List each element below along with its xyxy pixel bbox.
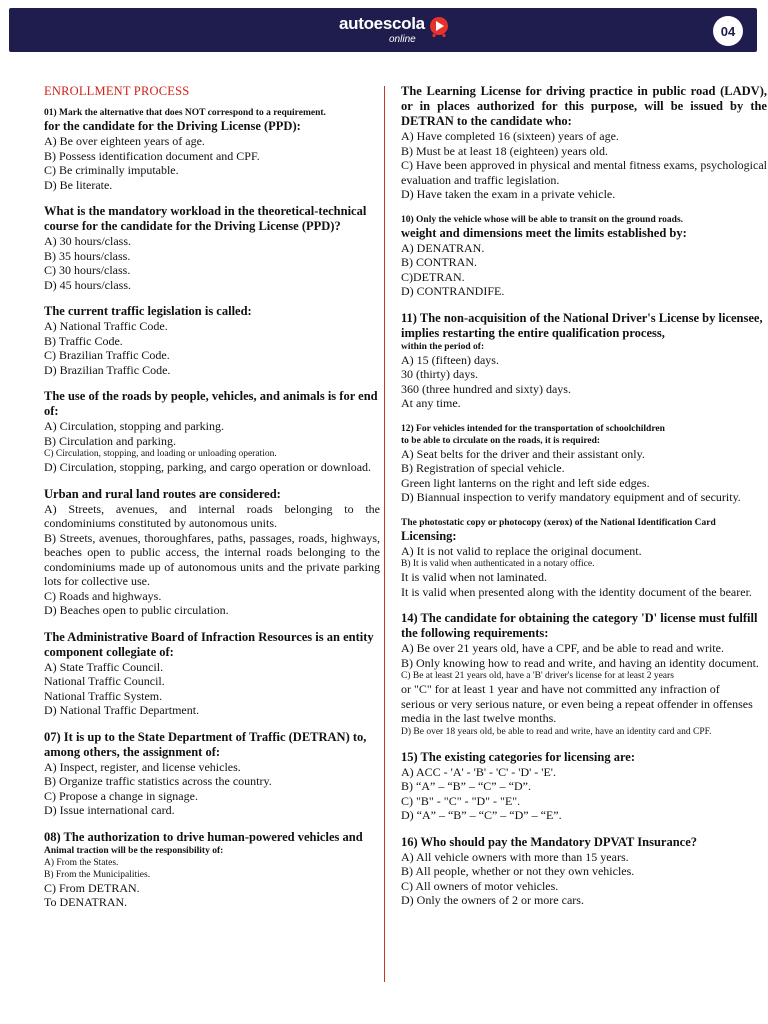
left-column — [44, 84, 380, 922]
question-2 — [44, 204, 380, 292]
option-d: D) Be literate. — [44, 177, 113, 192]
option-a: A) Circulation, stopping and parking. — [44, 419, 224, 433]
option-a: A) Inspect, register, and license vehicles. — [44, 759, 241, 774]
page-number-badge: 04 — [713, 16, 743, 46]
option-b: B) “A” – “B” – “C” – “D”. — [401, 779, 531, 793]
question-13 — [401, 517, 767, 600]
option-a: A) 30 hours/class. — [44, 234, 131, 248]
question-title: Urban and rural land routes are considered: — [44, 486, 281, 501]
question-title: 16) Who should pay the Mandatory DPVAT Insurance? — [401, 834, 698, 849]
option-d: D) Only the owners of 2 or more cars. — [401, 893, 584, 907]
question-title: for the candidate for the Driving License (PPD): — [44, 119, 301, 133]
question-subtitle: to be able to circulate on the roads, it is required: — [401, 435, 601, 446]
option-c: C) Circulation, stopping, and loading or unloading operation. — [44, 449, 277, 459]
option-d: D) Have taken the exam in a private vehicle. — [401, 187, 616, 201]
option-c: C) Propose a change in signage. — [44, 788, 198, 803]
option-c: C) Brazilian Traffic Code. — [44, 348, 170, 362]
question-5 — [44, 487, 380, 618]
question-title: 07) It is up to the State Department of Traffic (DETRAN) to, among others, the assignment of: — [44, 729, 367, 759]
option-c: C) "B" - "C" - "D" - "E". — [401, 793, 521, 808]
option-b: 30 (thirty) days. — [401, 367, 478, 381]
option-d: To DENATRAN. — [44, 895, 128, 909]
option-d: D) Be over 18 years old, be able to read and write, have an identity card and CPF. — [401, 726, 712, 737]
question-title: The use of the roads by people, vehicles, and animals is for end of: — [44, 389, 378, 418]
option-a: A) All vehicle owners with more than 15 years. — [401, 849, 629, 864]
question-9 — [401, 84, 767, 202]
question-title: 11) The non-acquisition of the National Driver's License by licensee, implies restarting the entire qualification process, — [401, 310, 763, 340]
option-b: B) Streets, avenues, thoroughfares, paths, passages, roads, highways, beaches open to public access, the internal roads belonging to the condominiums made up of autonomous units and the private parking lots for collective use. — [44, 530, 380, 588]
option-c: C)DETRAN. — [401, 269, 465, 284]
play-icon — [428, 16, 450, 38]
option-a: A) ACC - 'A' - 'B' - 'C' - 'D' - 'E'. — [401, 764, 556, 779]
question-title: 08) The authorization to drive human-powered vehicles and — [44, 829, 363, 844]
question-15 — [401, 750, 767, 823]
brand-logo — [339, 14, 449, 50]
question-7 — [44, 730, 380, 818]
option-a: A) Seat belts for the driver and their assistant only. — [401, 446, 645, 461]
question-title: weight and dimensions meet the limits established by: — [401, 225, 687, 240]
option-d: D) Brazilian Traffic Code. — [44, 362, 171, 377]
option-b: B) Must be at least 18 (eighteen) years old. — [401, 143, 608, 158]
question-4 — [44, 389, 380, 475]
question-10 — [401, 214, 767, 299]
option-b: B) Traffic Code. — [44, 333, 123, 348]
option-c: Green light lanterns on the right and left side edges. — [401, 475, 650, 490]
section-title: ENROLLMENT PROCESS — [44, 84, 190, 98]
logo-wordmark: autoescola — [339, 14, 425, 33]
option-d: D) Beaches open to public circulation. — [44, 603, 229, 617]
right-column — [401, 84, 767, 920]
option-c: C) Have been approved in physical and mental fitness exams, psychological evaluation and traffic legislation. — [401, 158, 767, 187]
option-c-line-1: C) Be at least 21 years old, have a 'B' driver's license for at least 2 years — [401, 671, 674, 681]
option-a: A) DENATRAN. — [401, 240, 485, 255]
question-title: What is the mandatory workload in the theoretical-technical course for the candidate for the Driving License (PPD)? — [44, 204, 367, 233]
option-c: C) 30 hours/class. — [44, 263, 131, 277]
option-b: B) 35 hours/class. — [44, 248, 131, 263]
option-a: A) Have completed 16 (sixteen) years of age. — [401, 129, 619, 143]
question-subtitle: within the period of: — [401, 341, 485, 352]
question-title: The Administrative Board of Infraction Resources is an entity component collegiate of: — [44, 629, 374, 659]
option-c-line-3: serious or very serious nature, or even being a repeat offender in offenses — [401, 696, 753, 711]
question-title: 14) The candidate for obtaining the category 'D' license must fulfill the following requirements: — [401, 611, 758, 640]
option-d: D) National Traffic Department. — [44, 703, 200, 717]
column-divider — [384, 86, 385, 982]
option-b: National Traffic Council. — [44, 674, 165, 688]
option-b: B) Circulation and parking. — [44, 433, 176, 448]
option-d: D) Circulation, stopping, parking, and cargo operation or download. — [44, 460, 372, 474]
option-a: A) State Traffic Council. — [44, 659, 164, 674]
option-c: C) From DETRAN. — [44, 880, 140, 895]
logo-subtitle: online — [389, 34, 416, 45]
option-d: D) “A” – “B” – “C” – “D” – “E”. — [401, 808, 562, 822]
question-title: The Learning License for driving practice in public road (LADV), or in places authorized for this purpose, will be issued by the DETRAN to the candidate who: — [401, 84, 767, 128]
question-lead: 12) For vehicles intended for the transportation of schoolchildren — [401, 423, 665, 434]
option-d: D) Issue international card. — [44, 803, 175, 817]
question-3 — [44, 304, 380, 377]
question-14 — [401, 611, 767, 738]
option-c: C) Be criminally imputable. — [44, 163, 179, 177]
option-c: 360 (three hundred and sixty) days. — [401, 381, 571, 396]
option-a: A) From the States. — [44, 857, 119, 868]
question-1 — [44, 107, 380, 192]
option-a: A) 15 (fifteen) days. — [401, 352, 499, 367]
option-c: National Traffic System. — [44, 688, 163, 703]
question-title: 15) The existing categories for licensing are: — [401, 749, 635, 764]
option-b: B) It is valid when authenticated in a notary office. — [401, 559, 595, 569]
option-a: A) Be over 21 years old, have a CPF, and be able to read and write. — [401, 641, 724, 655]
option-c-line-2: or "C" for at least 1 year and have not committed any infraction of — [401, 682, 720, 696]
option-c: C) All owners of motor vehicles. — [401, 878, 559, 893]
option-b: B) Organize traffic statistics across the country. — [44, 774, 272, 788]
option-b: B) Registration of special vehicle. — [401, 461, 565, 475]
question-8 — [44, 830, 380, 910]
option-a: A) Streets, avenues, and internal roads belonging to the condominiums constituted by autonomous units. — [44, 501, 380, 530]
question-16 — [401, 835, 767, 908]
question-11 — [401, 311, 767, 411]
option-a: A) National Traffic Code. — [44, 319, 168, 333]
option-c: It is valid when not laminated. — [401, 570, 547, 584]
page-header — [9, 8, 757, 52]
question-6 — [44, 630, 380, 718]
option-a: A) It is not valid to replace the original document. — [401, 543, 642, 558]
question-12 — [401, 423, 767, 505]
option-a: A) Be over eighteen years of age. — [44, 134, 205, 148]
option-b: B) Only knowing how to read and write, and having an identity document. — [401, 655, 759, 670]
option-d: At any time. — [401, 396, 461, 410]
option-c-line-4: media in the last twelve months. — [401, 711, 557, 725]
option-b: B) Possess identification document and CPF. — [44, 148, 260, 163]
question-title: Licensing: — [401, 528, 457, 543]
question-lead: 01) Mark the alternative that does NOT correspond to a requirement. — [44, 108, 326, 118]
question-subtitle: Animal traction will be the responsibility of: — [44, 845, 224, 856]
question-lead: The photostatic copy or photocopy (xerox) of the National Identification Card — [401, 517, 716, 528]
option-c: C) Roads and highways. — [44, 588, 162, 603]
option-d: D) 45 hours/class. — [44, 277, 131, 292]
question-title: The current traffic legislation is called: — [44, 304, 252, 318]
option-b: B) CONTRAN. — [401, 255, 478, 269]
option-b: B) From the Municipalities. — [44, 869, 151, 880]
option-d: D) CONTRANDIFE. — [401, 284, 505, 298]
question-lead: 10) Only the vehicle whose will be able to transit on the ground roads. — [401, 214, 684, 225]
option-d: D) Biannual inspection to verify mandatory equipment and of security. — [401, 490, 741, 504]
option-b: B) All people, whether or not they own vehicles. — [401, 864, 635, 878]
option-d: It is valid when presented along with the identity document of the bearer. — [401, 584, 752, 599]
